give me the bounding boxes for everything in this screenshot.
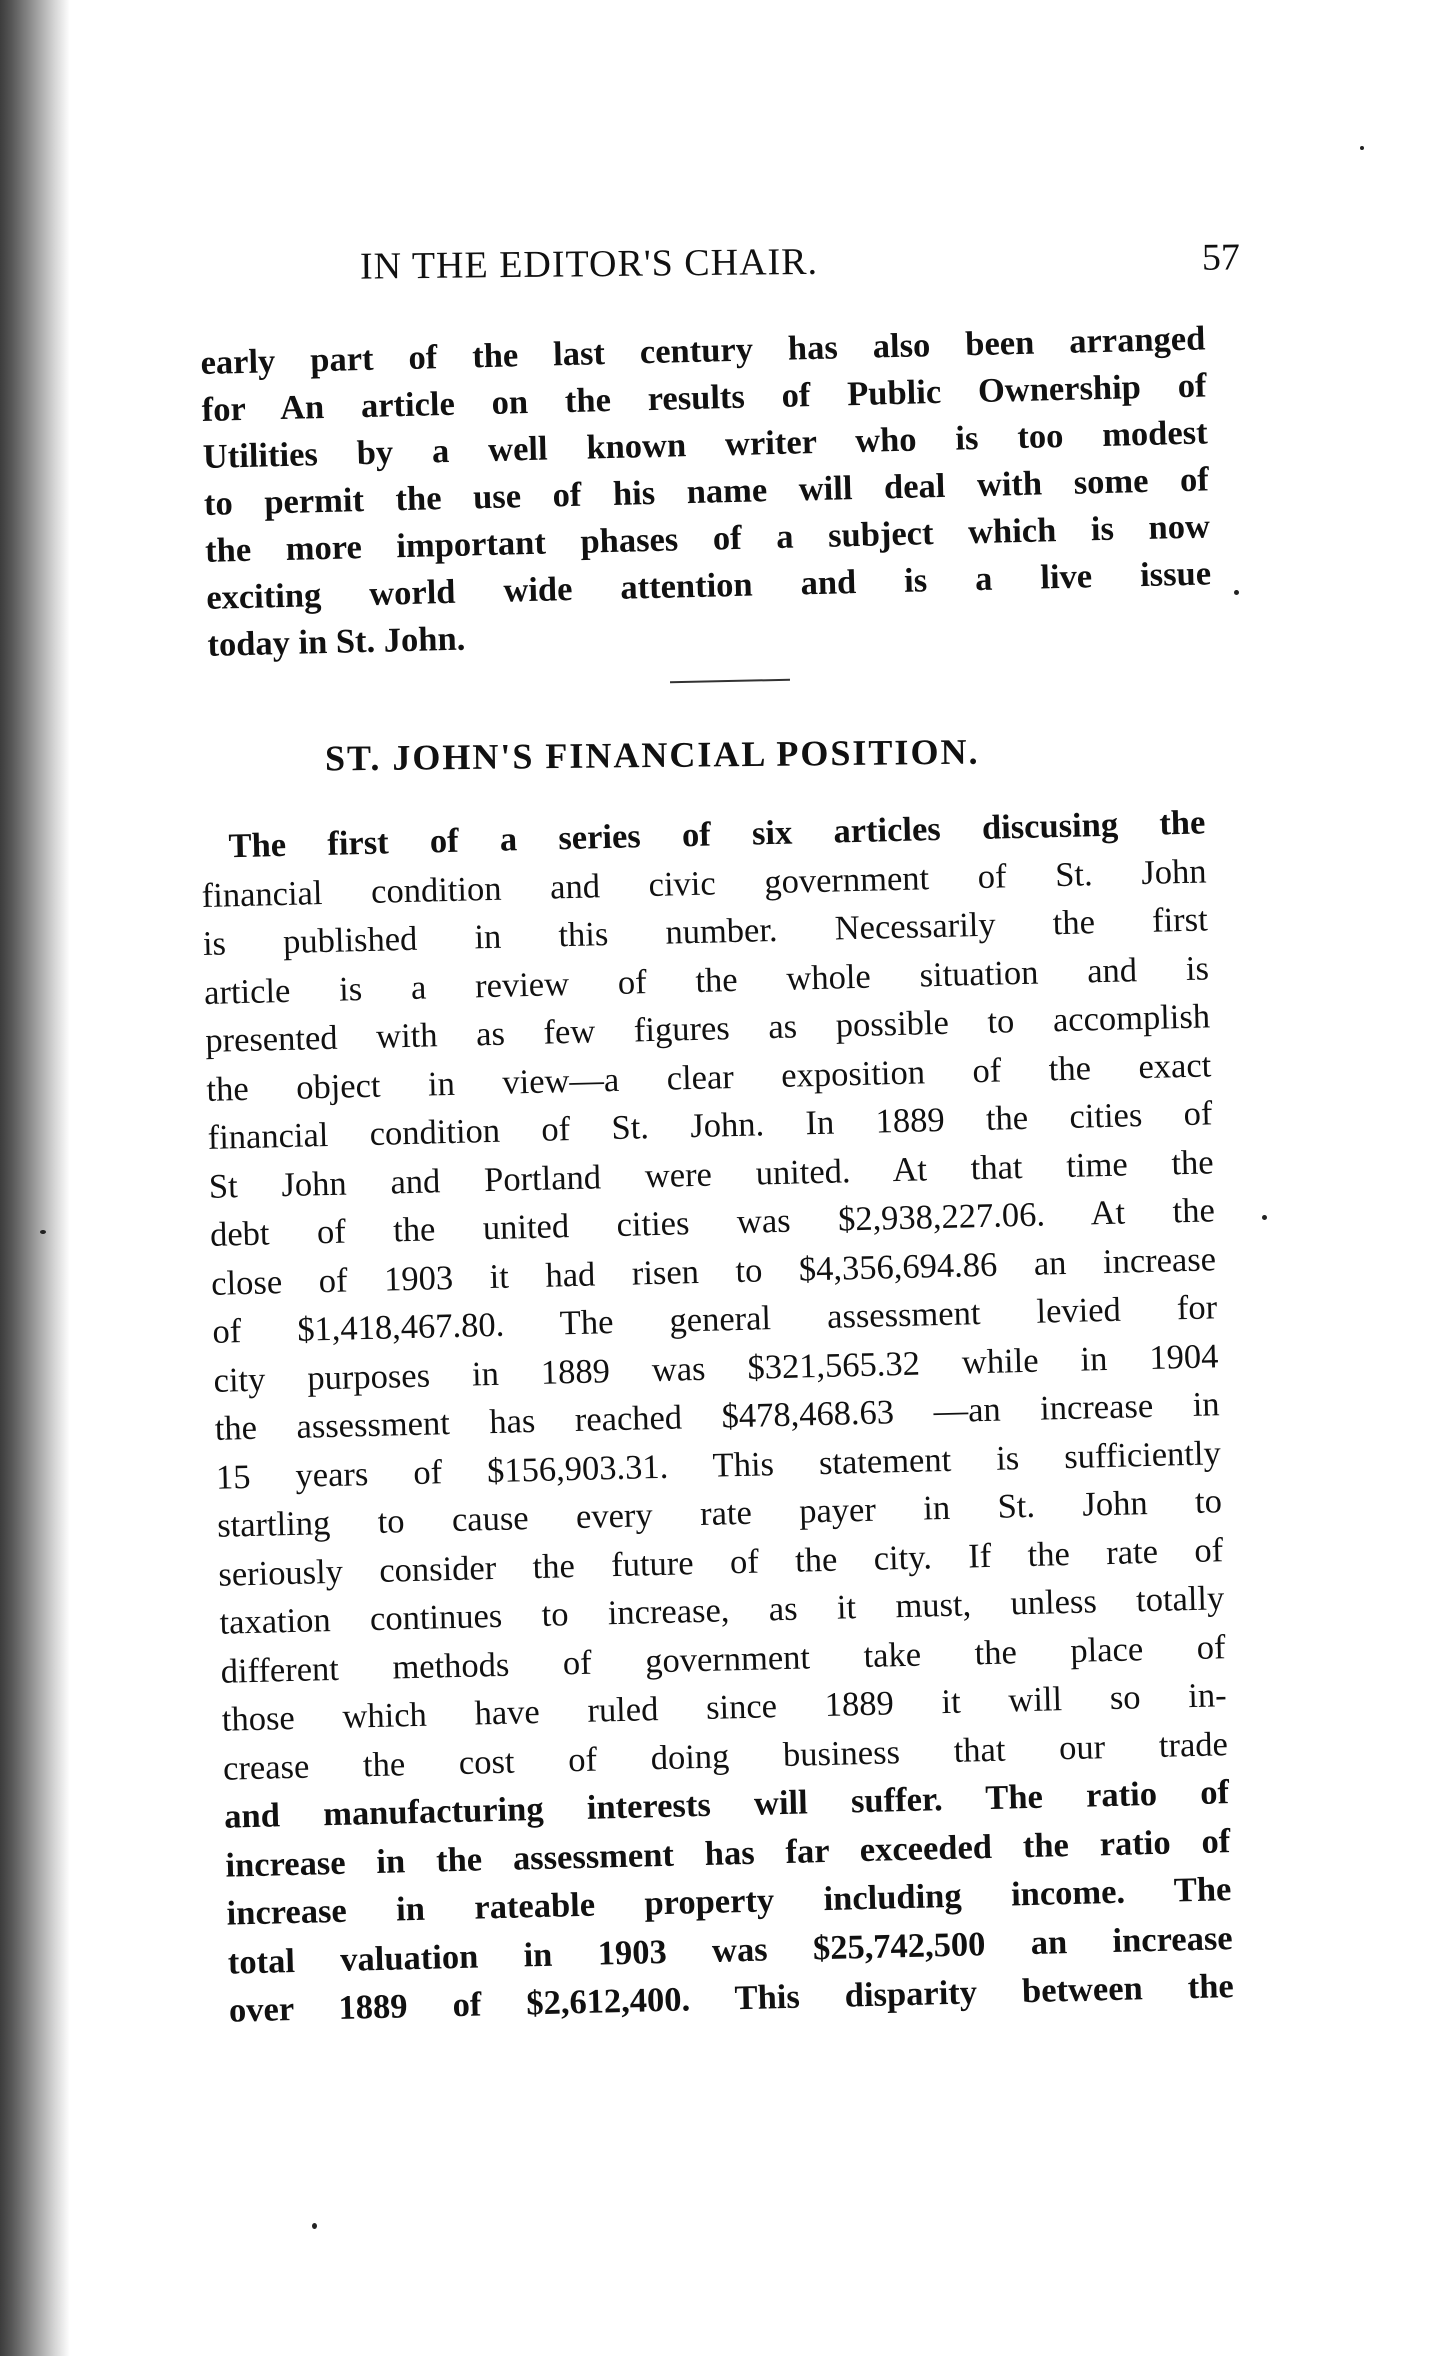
ink-speck bbox=[1360, 146, 1364, 150]
section-heading: ST. JOHN'S FINANCIAL POSITION. bbox=[324, 731, 980, 779]
text-line: different methods of government take the place of bbox=[220, 1627, 1226, 1691]
text-line: The first of a series of six articles discusing the bbox=[228, 803, 1206, 866]
text-line: early part of the last century has also been arranged bbox=[200, 319, 1206, 382]
text-line: over 1889 of $2,612,400. This disparity between the bbox=[228, 1967, 1235, 2030]
ink-speck bbox=[1234, 590, 1239, 595]
text-line: total valuation in 1903 was $25,742,500 an increase bbox=[227, 1918, 1234, 1982]
text-line: the more important phases of a subject which is now bbox=[204, 507, 1211, 570]
text-line: for An article on the results of Public Ownership of bbox=[201, 366, 1207, 429]
ink-speck bbox=[40, 1230, 46, 1234]
text-line: increase in rateable property including income. The bbox=[226, 1870, 1232, 1933]
text-line: taxation continues to increase, as it must, unless totally bbox=[219, 1579, 1225, 1642]
text-line: presented with as few figures as possible to accomplish bbox=[204, 997, 1211, 1060]
text-line: city purposes in 1889 was $321,565.32 while in 1904 bbox=[213, 1336, 1219, 1400]
text-line: article is a review of the whole situation and is bbox=[203, 948, 1210, 1012]
text-line: Utilities by a well known writer who is too modest bbox=[202, 413, 1209, 476]
text-line: increase in the assessment has far exceeded the ratio of bbox=[225, 1821, 1231, 1885]
page-number: 57 bbox=[1201, 236, 1241, 279]
text-line: financial condition and civic government of St. John bbox=[201, 851, 1207, 915]
running-head: IN THE EDITOR'S CHAIR. bbox=[359, 240, 819, 288]
ink-speck bbox=[312, 2223, 317, 2229]
text-line: crease the cost of doing business that our trade bbox=[222, 1724, 1229, 1788]
text-line: close of 1903 it had risen to $4,356,694.86 an increase bbox=[210, 1239, 1217, 1303]
text-line: exciting world wide attention and is a live issue bbox=[205, 554, 1212, 617]
page-header bbox=[360, 235, 1241, 304]
text-line: St John and Portland were united. At that time the bbox=[208, 1142, 1215, 1206]
text-line: is published in this number. Necessarily the first bbox=[202, 900, 1209, 963]
page-binding-edge bbox=[0, 0, 70, 2356]
text-line: 15 years of $156,903.31. This statement is sufficiently bbox=[215, 1433, 1222, 1497]
intro-paragraph bbox=[200, 315, 1213, 668]
text-line: those which have ruled since 1889 it will so in- bbox=[221, 1676, 1228, 1739]
ink-speck bbox=[1262, 1215, 1267, 1220]
text-line: to permit the use of his name will deal with some of bbox=[203, 460, 1210, 523]
text-line: the object in view—a clear exposition of the exact bbox=[206, 1045, 1212, 1109]
section-divider bbox=[670, 679, 790, 684]
text-line: startling to cause every rate payer in St. John to bbox=[216, 1482, 1223, 1545]
text-line: the assessment has reached $478,468.63 —an increase in bbox=[214, 1385, 1220, 1448]
text-line: of $1,418,467.80. The general assessment levied for bbox=[211, 1288, 1218, 1351]
text-line: debt of the united cities was $2,938,227.06. At the bbox=[209, 1191, 1216, 1254]
text-line: today in St. John. bbox=[206, 619, 466, 664]
text-line: and manufacturing interests will suffer. The ratio of bbox=[223, 1773, 1230, 1836]
text-line: seriously consider the future of the city. If the rate of bbox=[217, 1530, 1224, 1594]
article-paragraph bbox=[200, 798, 1234, 2035]
text-line: financial condition of St. John. In 1889 the cities of bbox=[207, 1094, 1213, 1157]
